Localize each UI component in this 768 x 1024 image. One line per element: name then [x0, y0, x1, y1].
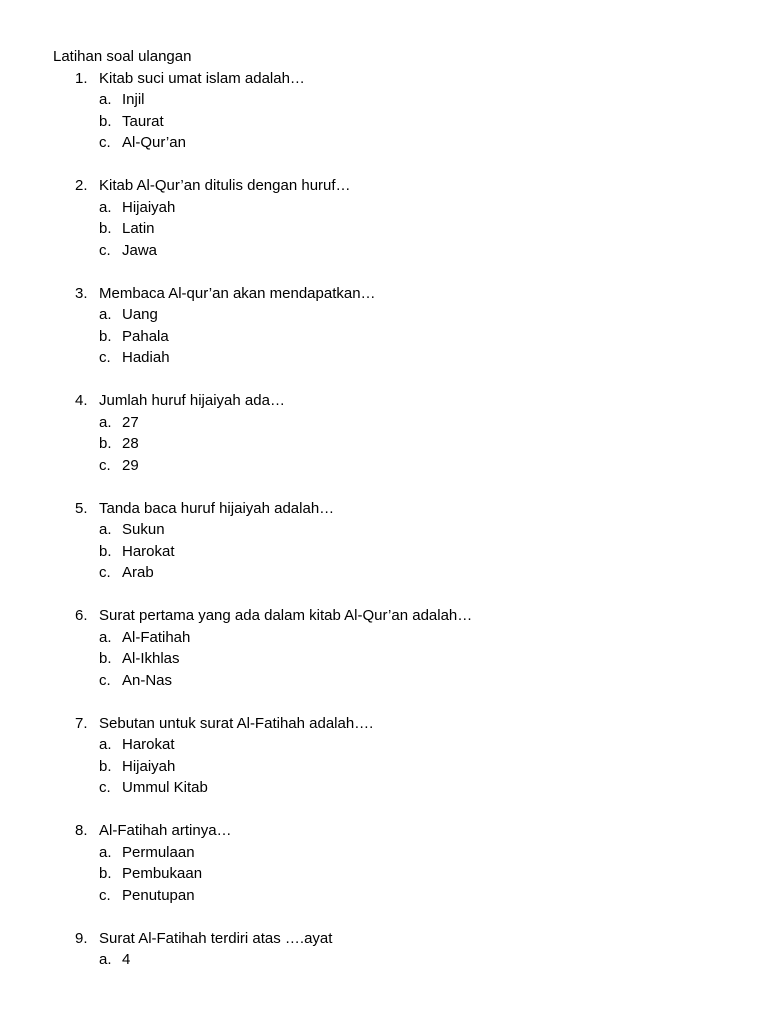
option-letter: b.	[99, 327, 112, 345]
question-text: Membaca Al-qur’an akan mendapatkan…	[99, 284, 376, 302]
answer-option	[0, 863, 768, 885]
option-text: An-Nas	[122, 671, 173, 689]
option-letter: c.	[99, 671, 111, 689]
answer-option	[0, 885, 768, 907]
question-item	[0, 820, 768, 906]
option-text: Penutupan	[122, 886, 195, 904]
answer-option	[0, 541, 768, 563]
question-item	[0, 175, 768, 261]
question-spacer	[0, 369, 768, 391]
question-text: Al-Fatihah artinya…	[99, 822, 232, 839]
question-item	[0, 68, 768, 154]
answer-option	[0, 218, 768, 240]
answer-option	[0, 433, 768, 455]
answer-option	[0, 670, 768, 692]
option-letter: b.	[99, 865, 112, 882]
option-letter: c.	[99, 564, 111, 581]
question-line	[0, 390, 768, 412]
answer-option	[0, 111, 768, 133]
option-text: Pahala	[122, 327, 169, 345]
option-letter: b.	[99, 757, 112, 775]
answer-option	[0, 949, 768, 971]
option-text: Taurat	[122, 112, 164, 130]
option-text: Al-Ikhlas	[122, 650, 180, 667]
option-letter: a.	[99, 628, 112, 646]
option-letter: a.	[99, 521, 112, 538]
question-number: 9.	[75, 929, 88, 947]
answer-option	[0, 326, 768, 348]
document-title: Latihan soal ulangan	[53, 48, 192, 65]
option-text: 28	[122, 435, 139, 452]
question-line	[0, 605, 768, 627]
question-number: 4.	[75, 392, 88, 409]
option-text: Harokat	[122, 542, 175, 560]
option-letter: c.	[99, 886, 111, 904]
question-text: Tanda baca huruf hijaiyah adalah…	[99, 499, 335, 517]
question-spacer	[0, 799, 768, 821]
answer-option	[0, 777, 768, 799]
question-spacer	[0, 691, 768, 713]
option-text: Jawa	[122, 241, 158, 259]
option-text: 27	[122, 413, 139, 431]
answer-option	[0, 734, 768, 756]
answer-option	[0, 412, 768, 434]
option-letter: b.	[99, 542, 112, 560]
option-letter: b.	[99, 220, 112, 237]
question-item	[0, 390, 768, 476]
question-spacer	[0, 261, 768, 283]
question-item	[0, 605, 768, 691]
question-text: Surat pertama yang ada dalam kitab Al-Qur’an adalah…	[99, 607, 473, 624]
option-letter: a.	[99, 91, 112, 108]
question-line	[0, 68, 768, 90]
question-text: Kitab Al-Qur’an ditulis dengan huruf…	[99, 177, 351, 194]
answer-option	[0, 455, 768, 477]
answer-option	[0, 347, 768, 369]
question-item	[0, 283, 768, 369]
answer-option	[0, 519, 768, 541]
option-letter: a.	[99, 843, 112, 861]
option-letter: c.	[99, 241, 111, 259]
option-letter: a.	[99, 413, 112, 431]
question-number: 6.	[75, 607, 88, 624]
question-number: 8.	[75, 822, 88, 839]
answer-option	[0, 132, 768, 154]
answer-option	[0, 562, 768, 584]
option-text: Permulaan	[122, 843, 195, 861]
option-letter: c.	[99, 779, 111, 796]
option-text: Arab	[122, 564, 154, 581]
question-line	[0, 498, 768, 520]
answer-option	[0, 304, 768, 326]
question-number: 2.	[75, 177, 88, 194]
answer-option	[0, 756, 768, 778]
question-spacer	[0, 906, 768, 928]
question-text: Surat Al-Fatihah terdiri atas ….ayat	[99, 929, 333, 947]
option-letter: b.	[99, 650, 112, 667]
option-letter: a.	[99, 198, 112, 216]
question-number: 1.	[75, 69, 88, 87]
option-letter: a.	[99, 736, 112, 753]
option-text: Latin	[122, 220, 155, 237]
question-item	[0, 498, 768, 584]
question-item	[0, 713, 768, 799]
option-letter: a.	[99, 951, 112, 968]
question-line	[0, 713, 768, 735]
option-text: Pembukaan	[122, 865, 203, 882]
question-number: 5.	[75, 499, 88, 517]
question-line	[0, 820, 768, 842]
option-text: Al-Fatihah	[122, 628, 191, 646]
question-text: Kitab suci umat islam adalah…	[99, 69, 305, 87]
question-spacer	[0, 476, 768, 498]
question-line	[0, 175, 768, 197]
answer-option	[0, 627, 768, 649]
question-text: Sebutan untuk surat Al-Fatihah adalah….	[99, 714, 374, 732]
question-number: 7.	[75, 714, 88, 732]
question-number: 3.	[75, 284, 88, 302]
option-text: Ummul Kitab	[122, 779, 208, 796]
option-text: 4	[122, 951, 131, 968]
option-letter: c.	[99, 349, 111, 366]
question-spacer	[0, 584, 768, 606]
option-text: Injil	[122, 91, 145, 108]
answer-option	[0, 842, 768, 864]
answer-option	[0, 240, 768, 262]
option-letter: b.	[99, 112, 112, 130]
option-text: Hadiah	[122, 349, 170, 366]
answer-option	[0, 197, 768, 219]
option-letter: c.	[99, 456, 111, 474]
question-line	[0, 283, 768, 305]
option-text: 29	[122, 456, 139, 474]
option-text: Uang	[122, 306, 158, 323]
question-line	[0, 928, 768, 950]
answer-option	[0, 89, 768, 111]
option-text: Hijaiyah	[122, 198, 176, 216]
question-spacer	[0, 154, 768, 176]
question-item	[0, 928, 768, 971]
option-text: Sukun	[122, 521, 165, 538]
option-text: Al-Qur’an	[122, 134, 186, 151]
question-list	[0, 68, 768, 971]
question-text: Jumlah huruf hijaiyah ada…	[99, 392, 285, 409]
option-letter: c.	[99, 134, 111, 151]
answer-option	[0, 648, 768, 670]
option-text: Harokat	[122, 736, 175, 753]
option-letter: b.	[99, 435, 112, 452]
option-letter: a.	[99, 306, 112, 323]
option-text: Hijaiyah	[122, 757, 176, 775]
